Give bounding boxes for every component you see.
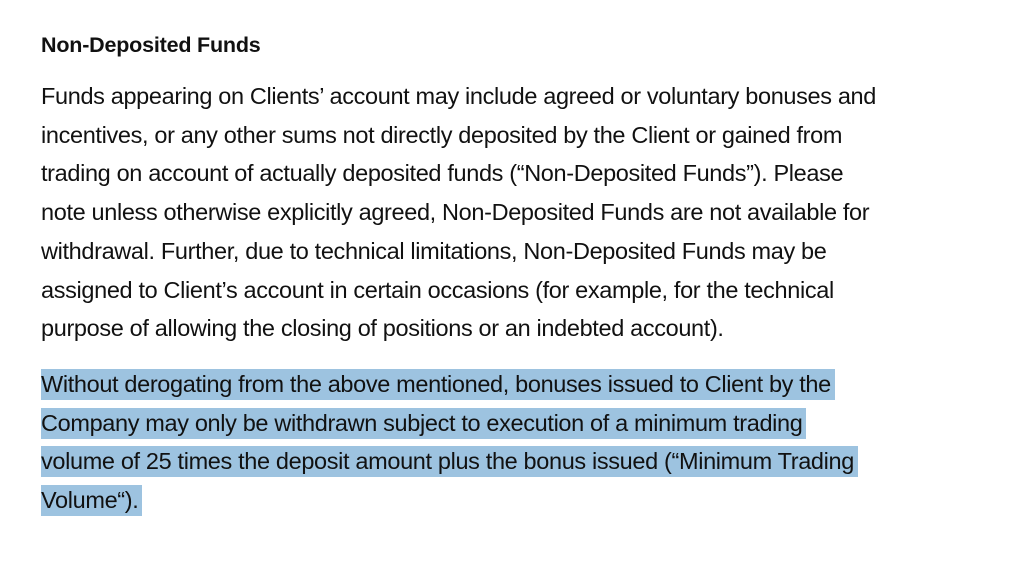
paragraph-line[interactable]: assigned to Client’s account in certain occasions (for example, for the technical — [41, 276, 834, 303]
highlighted-line[interactable] — [41, 442, 991, 481]
highlighted-line[interactable] — [41, 481, 991, 520]
section-heading: Non-Deposited Funds — [41, 33, 261, 57]
highlighted-text[interactable]: Company may only be withdrawn subject to execution of a minimum trading — [41, 408, 806, 439]
paragraph-line[interactable]: trading on account of actually deposited funds (“Non-Deposited Funds”). Please — [41, 160, 844, 187]
document-body — [41, 28, 991, 520]
paragraph-line[interactable]: purpose of allowing the closing of positions or an indebted account). — [41, 315, 724, 342]
paragraph-line[interactable]: note unless otherwise explicitly agreed, Non-Deposited Funds are not available for — [41, 199, 870, 226]
paragraph-non-deposited-funds — [41, 77, 991, 348]
paragraph-bonus-withdrawal-highlighted — [41, 365, 991, 520]
paragraph-line[interactable]: incentives, or any other sums not directly deposited by the Client or gained from — [41, 121, 843, 148]
paragraph-line[interactable]: withdrawal. Further, due to technical limitations, Non-Deposited Funds may be — [41, 237, 827, 264]
highlighted-line[interactable] — [41, 365, 991, 404]
highlighted-text[interactable]: Without derogating from the above mentioned, bonuses issued to Client by the — [41, 369, 835, 400]
highlighted-line[interactable] — [41, 404, 991, 443]
highlighted-text[interactable]: Volume“). — [41, 485, 142, 516]
paragraph-line[interactable]: Funds appearing on Clients’ account may include agreed or voluntary bonuses and — [41, 83, 876, 109]
highlighted-text[interactable]: volume of 25 times the deposit amount plus the bonus issued (“Minimum Trading — [41, 446, 858, 477]
